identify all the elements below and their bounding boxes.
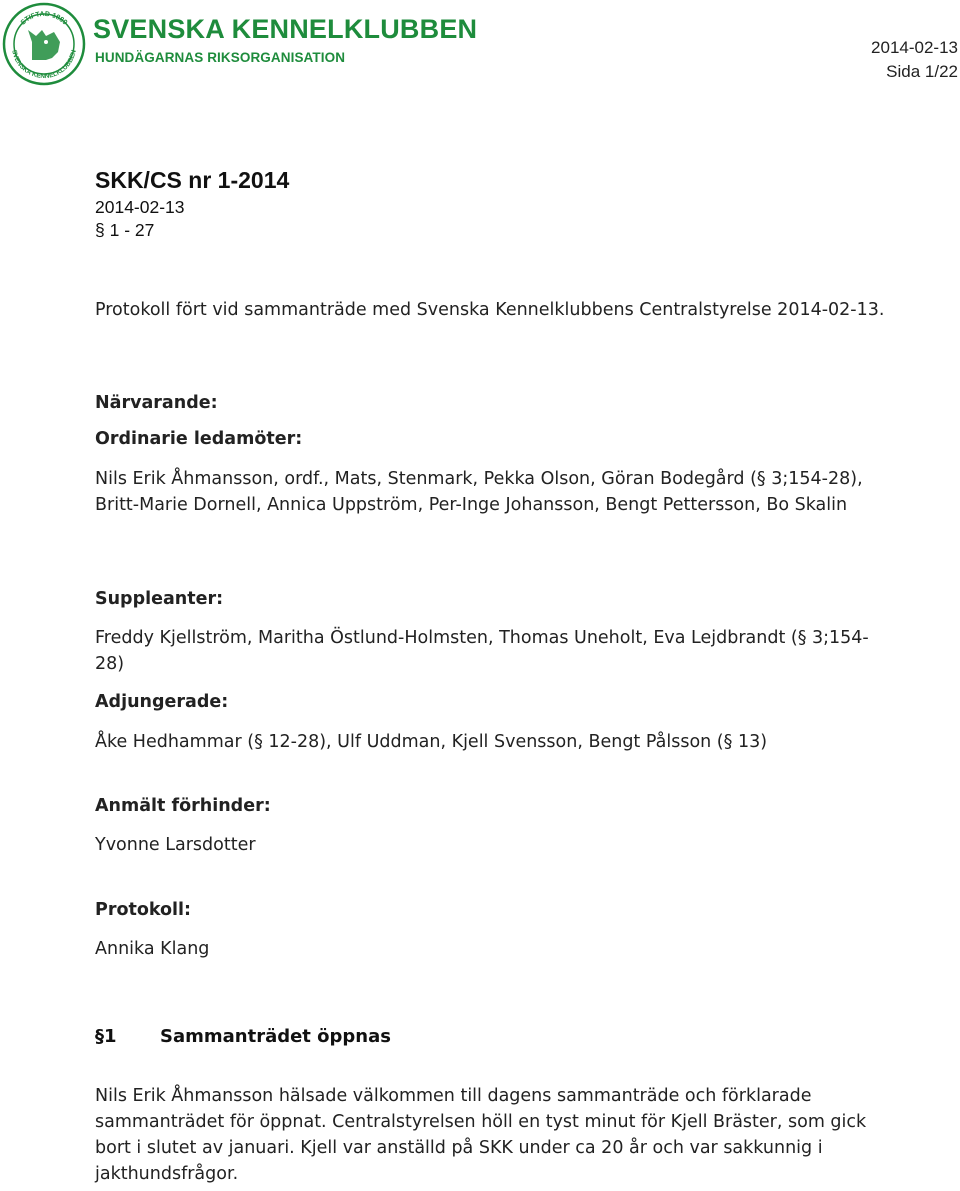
adjunct-label: Adjungerade: (95, 692, 229, 712)
deputies-names: Freddy Kjellström, Maritha Östlund-Holmsten, Thomas Uneholt, Eva Lejdbrandt (§ 3;154-28) (95, 628, 869, 674)
document-title: SKK/CS nr 1-2014 (95, 167, 290, 193)
deputies-label: Suppleanter: (95, 589, 224, 609)
section-body: Nils Erik Åhmansson hälsade välkommen till dagens sammanträde och förklarade sammanträdet för öppnat. Centralstyrelsen höll en tyst minut för Kjell Bräster, som gick bort i slutet av januari. Kjell var anställd på SKK under ca 20 år och var sakkunnig i jakthundsfrågor. (95, 1086, 867, 1184)
seal-top-text: STIFTAD 1889 (19, 10, 69, 27)
page-number: Sida 1/22 (886, 62, 958, 81)
org-tagline: HUNDÄGARNAS RIKSORGANISATION (95, 50, 346, 65)
section-title: Sammanträdet öppnas (160, 1026, 391, 1047)
document-date: 2014-02-13 (95, 197, 185, 217)
paragraph-range: § 1 - 27 (95, 220, 155, 240)
ordinary-members-names: Nils Erik Åhmansson, ordf., Mats, Stenmark, Pekka Olson, Göran Bodegård (§ 3;154-28), Britt-Marie Dornell, Annica Uppström, Per-Inge Johansson, Bengt Pettersson, Bo Skalin (95, 469, 863, 515)
minutes-taker-label: Protokoll: (95, 900, 192, 920)
header-date: 2014-02-13 (871, 38, 958, 57)
org-name: SVENSKA KENNELKLUBBEN (93, 14, 478, 44)
minutes-taker-names: Annika Klang (95, 939, 210, 959)
absent-label: Anmält förhinder: (95, 796, 271, 816)
absent-names: Yvonne Larsdotter (95, 835, 256, 855)
kennel-club-seal-logo (2, 2, 86, 86)
intro-text: Protokoll fört vid sammanträde med Svenska Kennelklubbens Centralstyrelse 2014-02-13. (95, 300, 885, 320)
section-number: §1 (95, 1026, 117, 1047)
ordinary-members-label: Ordinarie ledamöter: (95, 429, 303, 449)
adjunct-names: Åke Hedhammar (§ 12-28), Ulf Uddman, Kjell Svensson, Bengt Pålsson (§ 13) (95, 732, 768, 752)
present-label: Närvarande: (95, 393, 218, 413)
seal-bottom-text: SVENSKA KENNELKLUBBEN (10, 49, 78, 81)
